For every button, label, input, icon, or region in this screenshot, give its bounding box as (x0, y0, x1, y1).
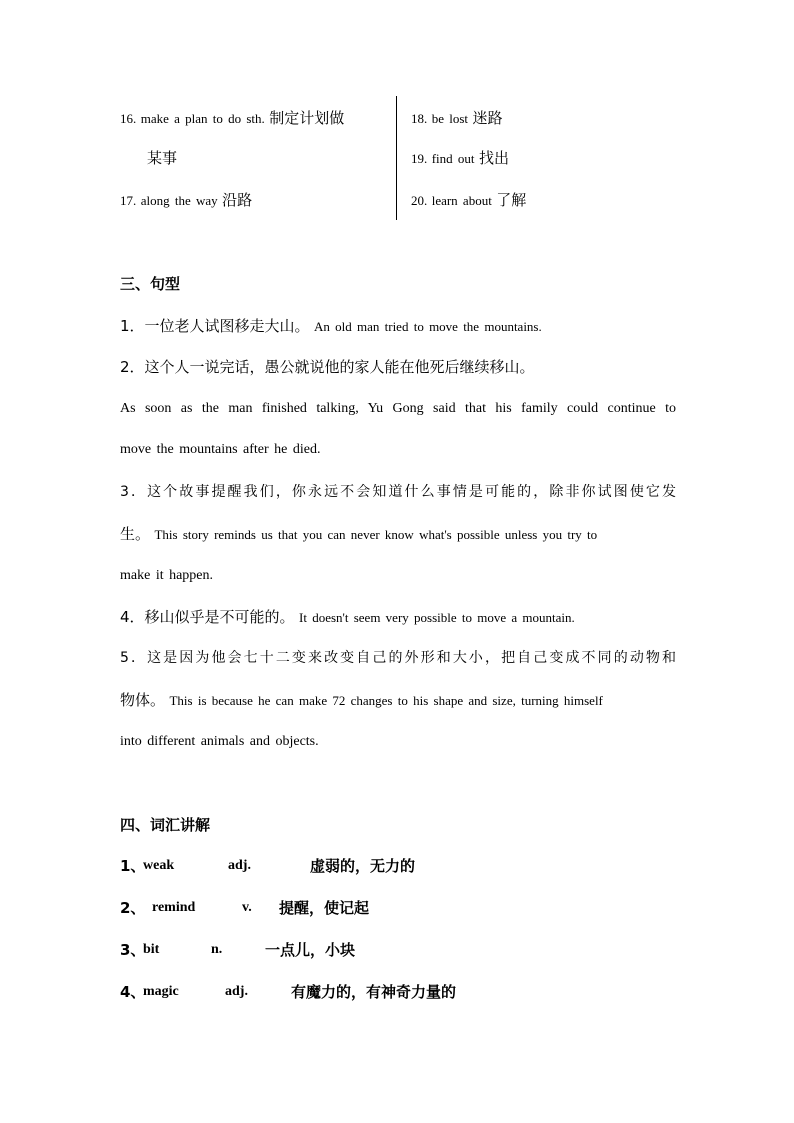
phrase-item-17 (120, 190, 252, 211)
phrase-chinese: 迷路 (472, 109, 503, 127)
sentence-2-english-line2: move the mountains after he died. (120, 442, 321, 457)
phrase-number: 20. (411, 193, 428, 208)
vocab-part-of-speech: adj. (225, 984, 248, 999)
phrase-table (120, 96, 720, 220)
sentence-3-english-line2: make it happen. (120, 568, 214, 583)
vocab-word: remind (152, 900, 196, 915)
phrase-number: 19. (411, 151, 428, 166)
sentence-english: It doesn't seem very possible to move a mountain. (299, 610, 575, 625)
sentence-chinese: 2．这个人一说完话，愚公就说他的家人能在他死后继续移山。 (120, 358, 535, 376)
vocab-number: 4、 (120, 983, 146, 1001)
sentence-5-line2 (120, 690, 676, 711)
phrase-chinese: 了解 (496, 191, 527, 209)
sentence-english: This story reminds us that you can never know what's possible unless you try to (154, 527, 598, 542)
sentence-chinese: 4．移山似乎是不可能的。 (120, 608, 295, 626)
sentence-chinese: 生。 (120, 525, 151, 543)
phrase-item-16 (120, 108, 344, 129)
phrase-english: make a plan to do sth. (140, 111, 265, 126)
vocab-part-of-speech: n. (211, 942, 223, 957)
sentence-5-english-line2: into different animals and objects. (120, 734, 319, 749)
phrase-item-16-continued (147, 148, 177, 169)
vocab-word: magic (143, 984, 179, 999)
vocab-meaning: 提醒，使记起 (279, 899, 370, 917)
phrase-chinese: 制定计划做 (269, 109, 345, 127)
phrase-english: along the way (140, 193, 218, 208)
sentence-english: An old man tried to move the mountains. (314, 319, 542, 334)
phrase-number: 16. (120, 111, 137, 126)
phrase-chinese: 沿路 (222, 191, 253, 209)
phrase-chinese: 找出 (478, 149, 509, 167)
phrase-english: learn about (431, 193, 492, 208)
phrase-item-18 (411, 108, 502, 129)
phrase-number: 18. (411, 111, 428, 126)
section-heading-sentences: 三、句型 (120, 275, 181, 293)
vocab-number: 3、 (120, 941, 146, 959)
vocab-meaning: 虚弱的，无力的 (310, 857, 416, 875)
phrase-chinese: 某事 (147, 149, 178, 167)
phrase-item-19 (411, 148, 509, 169)
phrase-item-20 (411, 190, 526, 211)
sentence-4 (120, 607, 676, 628)
phrase-number: 17. (120, 193, 137, 208)
sentence-chinese: 1．一位老人试图移走大山。 (120, 317, 310, 335)
vocab-number: 2、 (120, 899, 146, 917)
sentence-english: This is because he can make 72 changes to his shape and size, turning himself (169, 693, 603, 708)
phrase-english: be lost (431, 111, 469, 126)
vocab-number: 1、 (120, 857, 146, 875)
sentence-1 (120, 316, 676, 337)
section-heading-vocabulary: 四、词汇讲解 (120, 816, 211, 834)
vocab-word: bit (143, 942, 160, 957)
vocab-word: weak (143, 858, 175, 873)
column-divider (396, 96, 397, 220)
vocab-meaning: 有魔力的，有神奇力量的 (291, 983, 457, 1001)
vocab-part-of-speech: v. (242, 900, 252, 915)
phrase-english: find out (431, 151, 475, 166)
sentence-5-chinese-line1: 5．这是因为他会七十二变来改变自己的外形和大小，把自己变成不同的动物和 (120, 650, 676, 666)
sentence-2-english-line1: As soon as the man finished talking, Yu Gong said that his family could continue to (120, 401, 676, 416)
vocab-part-of-speech: adj. (228, 858, 251, 873)
sentence-2-chinese (120, 357, 676, 378)
sentence-chinese: 物体。 (120, 691, 166, 709)
sentence-3-chinese-line1: 3．这个故事提醒我们，你永远不会知道什么事情是可能的，除非你试图使它发 (120, 484, 676, 500)
sentence-3-line2 (120, 524, 676, 545)
vocab-meaning: 一点儿，小块 (265, 941, 356, 959)
